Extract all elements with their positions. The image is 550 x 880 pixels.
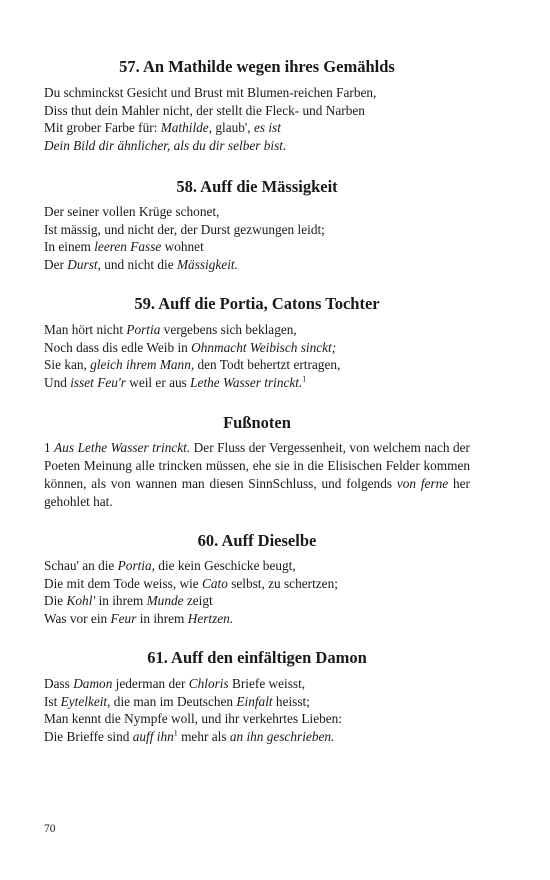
verse-line — [44, 675, 474, 693]
verse-line — [44, 203, 474, 221]
text-run: und nicht die — [100, 256, 177, 272]
verse-line — [44, 119, 474, 137]
text-run: glaub', — [212, 120, 254, 135]
verse-line — [44, 137, 474, 155]
text-run: Der — [44, 256, 68, 272]
italic-text: auff ihn — [132, 728, 174, 744]
text-run: die man im Deutschen — [110, 693, 237, 709]
text-run: her gehohlet hat. — [44, 476, 470, 509]
text-run: In einem — [44, 239, 95, 254]
verse-line — [44, 238, 474, 256]
italic-text: Hertzen. — [187, 610, 234, 626]
text-run: Briefe weisst, — [228, 676, 306, 691]
italic-text: Eytelkeit, — [60, 693, 111, 709]
poem-57 — [44, 84, 474, 154]
section-title-61: 61. Auff den einfältigen Damon — [147, 648, 367, 667]
italic-text: Durst, — [67, 256, 101, 272]
italic-text: Chloris — [188, 676, 229, 691]
text-run: mehr als — [177, 728, 230, 744]
verse-line — [44, 339, 474, 357]
footnote-text — [44, 439, 470, 511]
text-run: Ist — [44, 693, 61, 709]
italic-text: Feur — [110, 610, 137, 626]
text-run: Ist mässig, und nicht der, der Durst gezwungen leidt; — [44, 221, 325, 237]
italic-text: Ohnmacht Weibisch sinckt; — [191, 339, 337, 355]
text-run: Die — [44, 593, 67, 608]
text-run: Der seiner vollen Krüge schonet, — [44, 204, 220, 219]
italic-text: es ist — [253, 120, 281, 135]
italic-text: Dein Bild dir ähnlicher, als du dir selber bist. — [44, 137, 287, 153]
text-run: Der Fluss der Vergessenheit, von welchem nach der Poeten Meinung alle trincken müssen, ehe sie in die Elisischen Felder kommen können, als von wannen man diesen SinnSchluss, und folgends — [44, 440, 470, 491]
text-run: Diss thut dein Mahler nicht, der stellt die Fleck- und Narben — [44, 102, 365, 118]
italic-text: leeren Fasse — [94, 239, 162, 254]
verse-line — [44, 728, 474, 746]
verse-line — [44, 221, 474, 239]
italic-text: Einfalt — [236, 693, 273, 709]
footnote-ref: 1 — [302, 374, 307, 384]
text-run: Man kennt die Nympfe woll, und ihr verkehrtes Lieben: — [44, 711, 342, 726]
text-run: 1 — [44, 440, 55, 455]
poem-61 — [44, 675, 474, 745]
text-run: Schau' an die — [44, 558, 118, 573]
text-run: in ihrem — [95, 593, 147, 608]
italic-text: Kohl' — [66, 593, 96, 608]
italic-text: von ferne — [396, 476, 449, 491]
verse-line — [44, 557, 474, 575]
verse-line — [44, 356, 474, 374]
italic-text: Mathilde, — [160, 120, 213, 135]
section-title-59: 59. Auff die Portia, Catons Tochter — [134, 294, 380, 313]
text-run: Was vor ein — [44, 610, 111, 626]
italic-text: Lethe Wasser trinckt. — [190, 374, 303, 390]
text-run: zeigt — [183, 593, 213, 608]
verse-line — [44, 575, 474, 593]
text-run: in ihrem — [136, 610, 188, 626]
text-run: jederman der — [112, 676, 189, 691]
text-run: Sie kan, — [44, 357, 91, 372]
text-run: weil er aus — [125, 374, 191, 390]
text-run: Noch dass dis edle Weib in — [44, 339, 192, 355]
verse-line — [44, 84, 474, 102]
text-run: selbst, zu schertzen; — [227, 575, 338, 591]
text-run: den Todt behertzt ertragen, — [194, 357, 341, 372]
italic-text: an ihn geschrieben. — [229, 728, 335, 744]
verse-line — [44, 610, 474, 628]
footnote-ref: 1 — [173, 728, 178, 738]
text-run: Und — [44, 374, 71, 390]
italic-text: Damon — [73, 676, 113, 691]
text-run: wohnet — [161, 239, 204, 254]
text-run: Man hört nicht — [44, 322, 127, 337]
italic-text: Munde — [146, 593, 184, 608]
text-run: heisst; — [272, 693, 310, 709]
text-run: Die Brieffe sind — [44, 728, 133, 744]
italic-text: Mässigkeit. — [176, 256, 238, 272]
section-title-58: 58. Auff die Mässigkeit — [176, 177, 338, 196]
text-run: die kein Geschicke beugt, — [154, 558, 296, 573]
section-title-60: 60. Auff Dieselbe — [197, 531, 317, 550]
verse-line — [44, 374, 474, 392]
italic-text: Cato — [202, 575, 228, 591]
text-run: Die mit dem Tode weiss, wie — [44, 575, 202, 591]
verse-line — [44, 592, 474, 610]
poem-60 — [44, 557, 474, 627]
poem-59 — [44, 321, 474, 391]
verse-line — [44, 321, 474, 339]
italic-text: Aus Lethe Wasser trinckt. — [54, 440, 191, 455]
verse-line — [44, 693, 474, 711]
italic-text: Portia, — [117, 558, 155, 573]
poem-58 — [44, 203, 474, 273]
verse-line — [44, 102, 474, 120]
text-run: Dass — [44, 676, 74, 691]
footnotes-title: Fußnoten — [223, 413, 291, 432]
section-title-57: 57. An Mathilde wegen ihres Gemählds — [119, 57, 395, 76]
italic-text: gleich ihrem Mann, — [90, 357, 195, 372]
verse-line — [44, 256, 474, 274]
text-run: vergebens sich beklagen, — [160, 322, 297, 337]
text-run: Du schminckst Gesicht und Brust mit Blumen-reichen Farben, — [44, 85, 377, 100]
text-run: Mit grober Farbe für: — [44, 120, 161, 135]
verse-line — [44, 710, 474, 728]
italic-text: isset Feu'r — [70, 374, 126, 390]
italic-text: Portia — [126, 322, 161, 337]
page-number: 70 — [44, 823, 56, 835]
